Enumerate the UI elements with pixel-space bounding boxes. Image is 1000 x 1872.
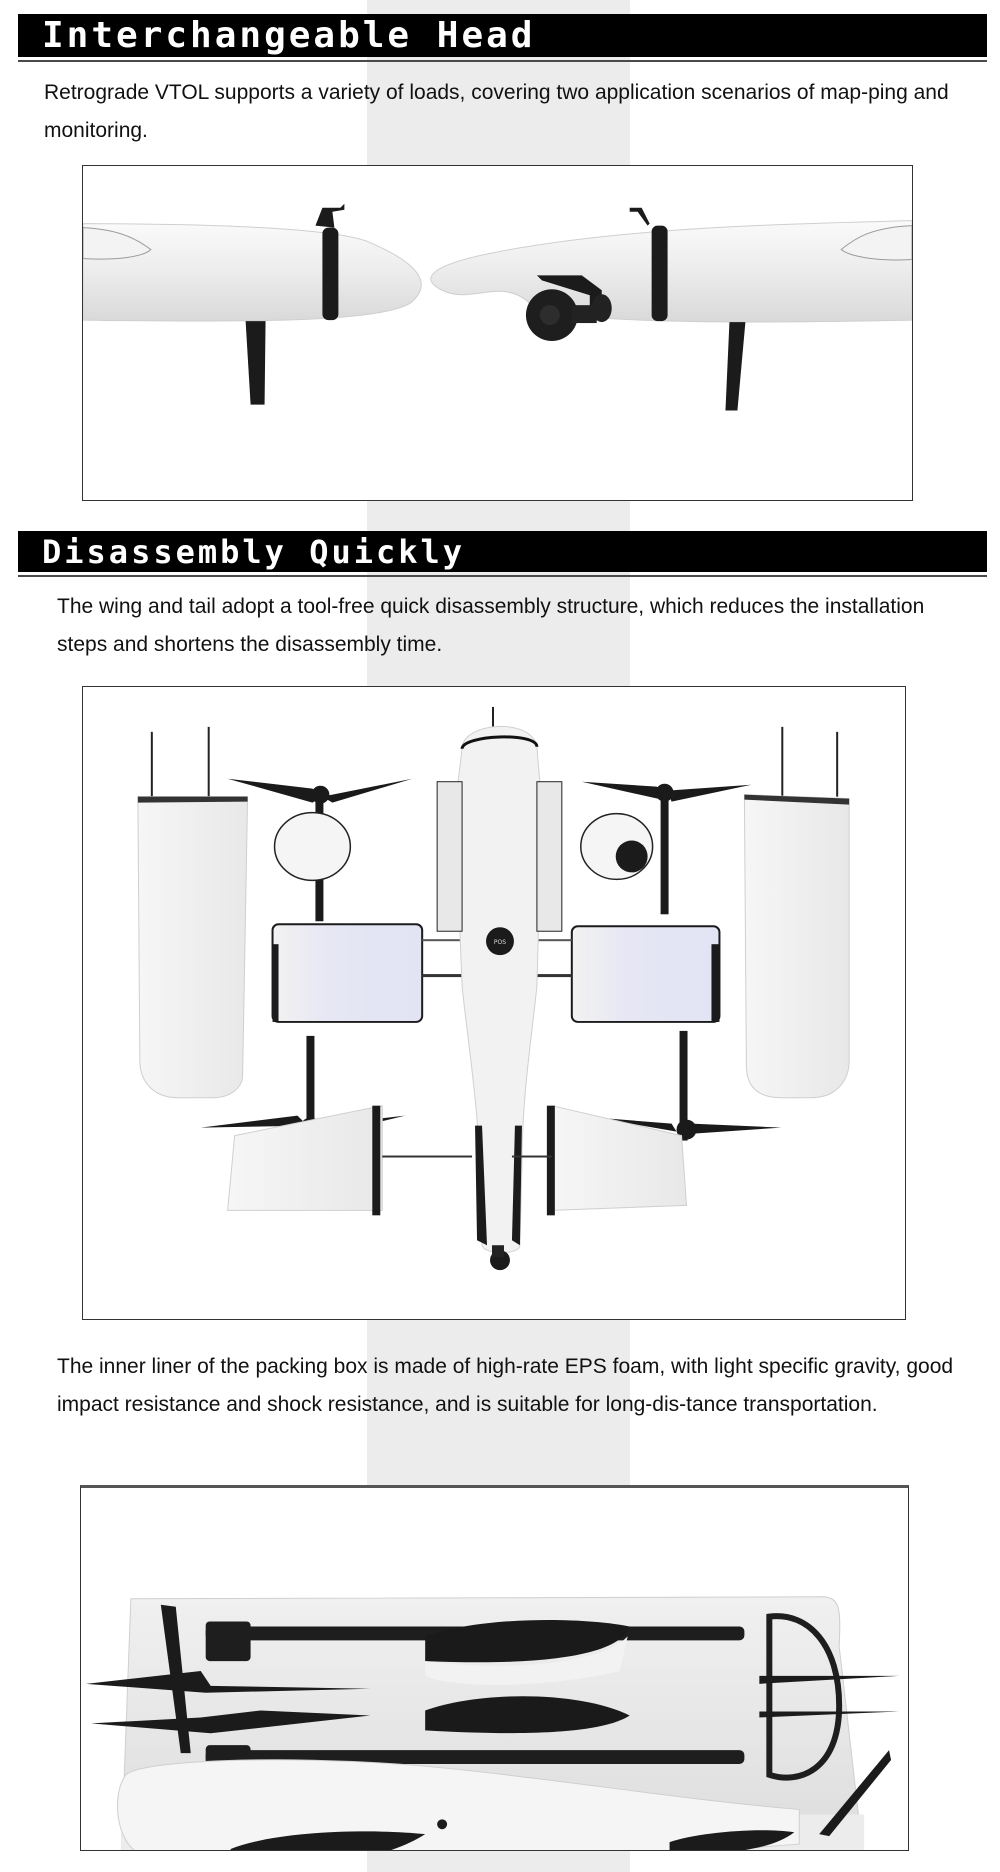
section-paragraph-interchangeable-head: Retrograde VTOL supports a variety of loads, covering two application scenarios of map-ping and monitoring. — [44, 81, 949, 142]
disassembled-drone-image — [82, 686, 906, 1320]
nose-heads-illustration — [83, 166, 912, 500]
right-center-wing — [572, 926, 720, 1022]
fuselage — [437, 707, 562, 1270]
nose-cover-mapping — [275, 813, 351, 881]
section-paragraph-disassembly: The wing and tail adopt a tool-free quick disassembly structure, which reduces the installation steps and shortens the disassembly time. — [57, 595, 925, 656]
left-outer-wing — [138, 727, 248, 1098]
nose-cover-monitoring — [581, 814, 653, 880]
section-title-interchangeable-head: Interchangeable Head — [18, 14, 987, 57]
right-outer-wing — [744, 727, 849, 1098]
mapping-nose-head — [83, 204, 421, 405]
left-center-wing — [273, 924, 423, 1022]
section-title-disassembly-quickly: Disassembly Quickly — [18, 531, 987, 572]
section-paragraph-packing-box: The inner liner of the packing box is made of high-rate EPS foam, with light specific gravity, good impact resistance and shock resistance, and is suitable for long-dis-tance transportation. — [57, 1355, 954, 1416]
disassembled-drone-illustration — [83, 687, 905, 1319]
packing-case-image — [80, 1485, 909, 1851]
right-tailplane — [512, 1106, 687, 1216]
pos-badge-label: POS — [493, 939, 507, 947]
interchangeable-head-image — [82, 165, 913, 501]
packing-case-illustration — [81, 1488, 908, 1850]
monitoring-nose-head — [431, 208, 912, 411]
title-underline — [18, 575, 987, 577]
title-underline — [18, 60, 987, 62]
